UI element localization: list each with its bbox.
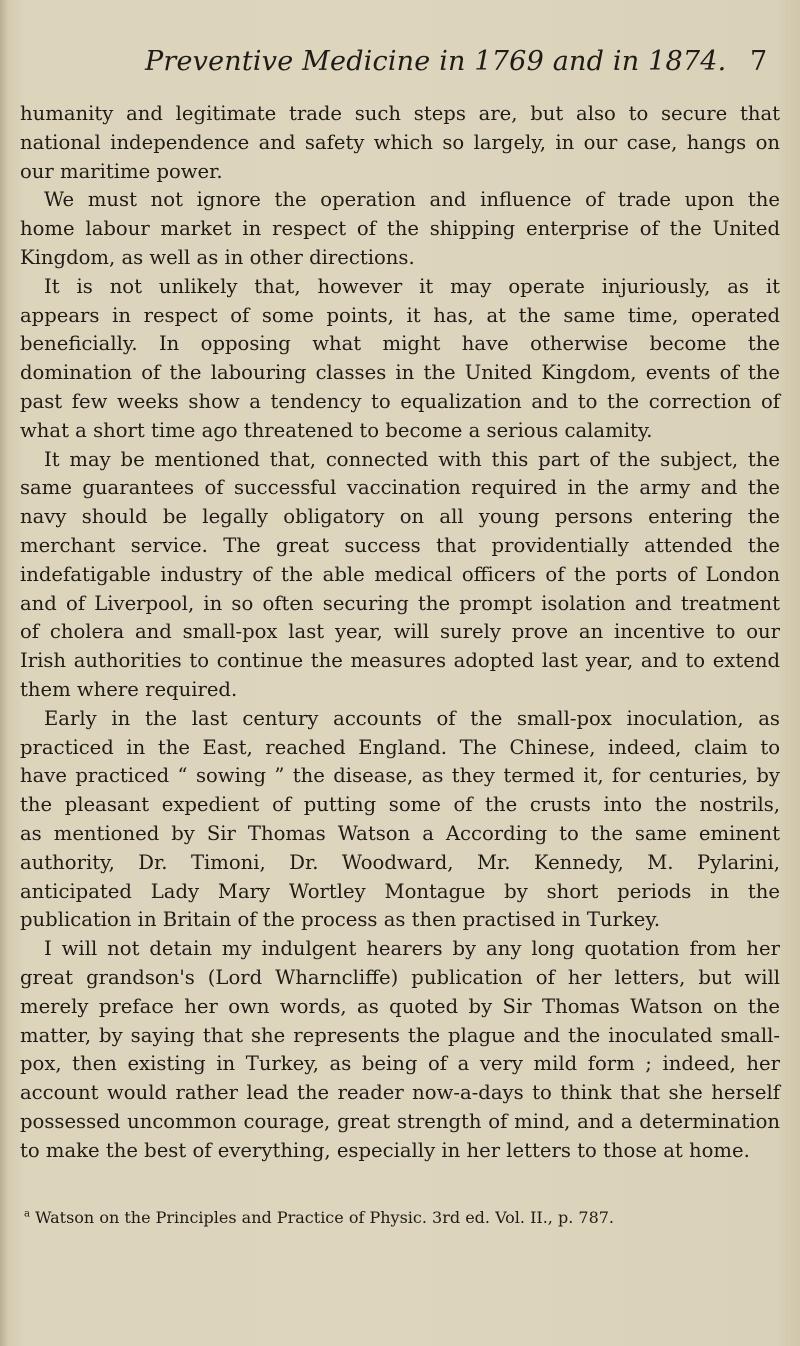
paragraph [20,186,780,272]
text-line: to make the best of everything, especially in her letters to those at home. [20,1138,750,1162]
text-line: and of Liverpool, in so often securing the prompt isolation and treatment [20,591,780,615]
running-title: Preventive Medicine in 1769 and in 1874. [145,46,727,77]
text-line: domination of the labouring classes in the United Kingdom, events of the [20,361,780,385]
text-line: merchant service. The great success that providentially attended the [20,533,780,557]
text-line: We must not ignore the operation and influence of trade upon the [44,188,780,212]
text-line: Irish authorities to continue the measures adopted last year, and to extend [20,649,780,673]
running-header [0,46,800,86]
paragraph [20,446,780,705]
text-line: our maritime power. [20,159,223,183]
text-line: It may be mentioned that, connected with this part of the subject, the [44,447,780,471]
text-line: them where required. [20,677,238,701]
text-line: authority, Dr. Timoni, Dr. Woodward, Mr. Kennedy, M. Pylarini, [20,850,780,874]
text-line: It is not unlikely that, however it may operate injuriously, as it [44,274,780,298]
text-line: account would rather lead the reader now-a-days to think that she herself [20,1081,780,1105]
text-line: the pleasant expedient of putting some of the crusts into the nostrils, [20,793,780,817]
text-line: indefatigable industry of the able medical officers of the ports of London [20,562,780,586]
text-line: pox, then existing in Turkey, as being of a very mild form ; indeed, her [20,1052,780,1076]
text-line: Early in the last century accounts of the small-pox inoculation, as [44,706,780,730]
text-line: practiced in the East, reached England. The Chinese, indeed, claim to [20,735,780,759]
text-line: publication in Britain of the process as then practised in Turkey. [20,908,661,932]
text-line: appears in respect of some points, it has, at the same time, operated [20,303,780,327]
text-line: of cholera and small-pox last year, will surely prove an incentive to our [20,620,780,644]
paragraph [20,273,780,446]
text-line: anticipated Lady Mary Wortley Montague by short periods in the [20,879,780,903]
text-line: navy should be legally obligatory on all young persons entering the [20,505,780,529]
footnote-text: Watson on the Principles and Practice of Physic. 3rd ed. Vol. II., p. 787. [35,1208,615,1227]
page-spine-shadow [0,0,8,1346]
text-line: as mentioned by Sir Thomas Watson a According to the same eminent [20,821,780,845]
text-line: past few weeks show a tendency to equalization and to the correction of [20,389,780,413]
text-line: I will not detain my indulgent hearers by any long quotation from her [44,937,780,961]
paragraph [20,935,780,1165]
text-line: great grandson's (Lord Wharncliffe) publication of her letters, but will [20,965,780,989]
paragraph [20,100,780,186]
text-line: home labour market in respect of the shipping enterprise of the United [20,217,780,241]
text-line: beneficially. In opposing what might have otherwise become the [20,332,780,356]
text-line: same guarantees of successful vaccination required in the army and the [20,476,780,500]
footnote-marker: a [24,1208,30,1220]
text-line: have practiced “ sowing ” the disease, as they termed it, for centuries, by [20,764,780,788]
text-line: what a short time ago threatened to become a serious calamity. [20,418,653,442]
page-number: 7 [750,46,768,77]
text-line: national independence and safety which so largely, in our case, hangs on [20,130,780,154]
text-line: merely preface her own words, as quoted by Sir Thomas Watson on the [20,994,780,1018]
footnote [24,1207,784,1229]
text-line: humanity and legitimate trade such steps are, but also to secure that [20,102,780,125]
text-line: possessed uncommon courage, great strength of mind, and a determination [20,1109,780,1133]
body-text [20,100,780,1165]
text-line: Kingdom, as well as in other directions. [20,245,415,269]
text-line: matter, by saying that she represents the plague and the inoculated small- [20,1023,780,1047]
paragraph [20,705,780,935]
